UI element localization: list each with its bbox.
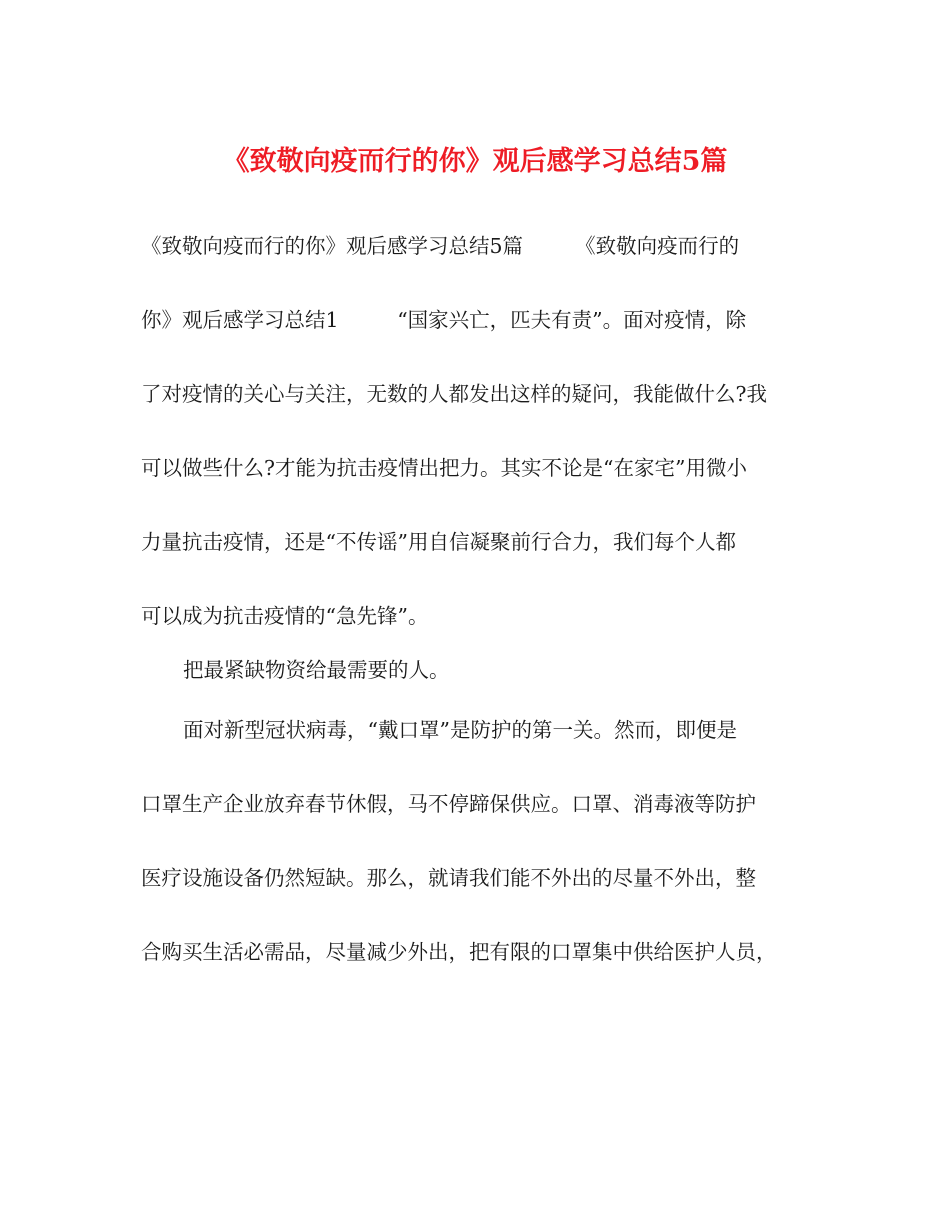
body-line-4: 可以做些什么?才能为抗击疫情出把力。其实不论是“在家宅”用微小 [141,456,747,480]
body-line-7: 把最紧缺物资给最需要的人。 [183,658,450,682]
body-line-6: 可以成为抗击疫情的“急先锋”。 [141,604,429,628]
body-line-2: 你》观后感学习总结1 “国家兴亡，匹夫有责”。面对疫情，除 [141,308,747,332]
body-line-5: 力量抗击疫情，还是“不传谣”用自信凝聚前行合力，我们每个人都 [141,530,736,554]
body-line-3: 了对疫情的关心与关注，无数的人都发出这样的疑问，我能做什么?我 [141,382,767,406]
body-line-11: 合购买生活必需品，尽量减少外出，把有限的口罩集中供给医护人员， [141,940,777,964]
document-title: 《致敬向疫而行的你》观后感学习总结5篇 [222,146,728,177]
body-line-8: 面对新型冠状病毒，“戴口罩”是防护的第一关。然而，即便是 [183,718,737,742]
body-line-1: 《致敬向疫而行的你》观后感学习总结5篇 《致敬向疫而行的 [141,234,740,258]
body-line-9: 口罩生产企业放弃春节休假，马不停蹄保供应。口罩、消毒液等防护 [141,792,756,816]
body-line-10: 医疗设施设备仍然短缺。那么，就请我们能不外出的尽量不外出，整 [141,866,756,890]
